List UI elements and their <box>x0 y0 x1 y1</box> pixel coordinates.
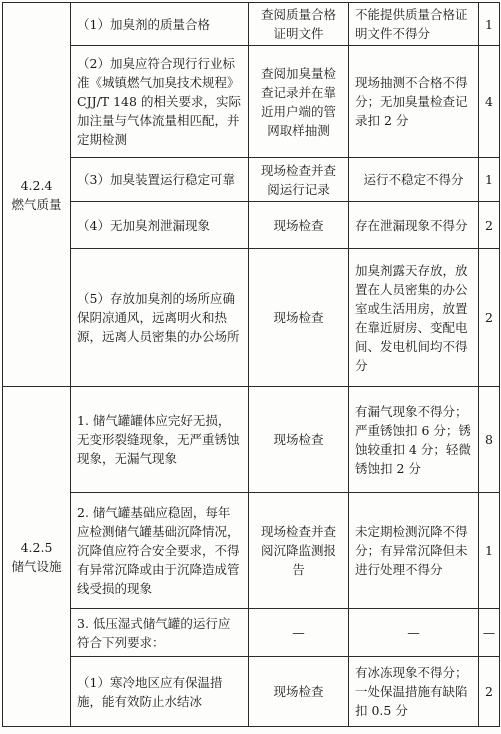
score-cell: 8 <box>479 387 500 493</box>
table-row <box>3 158 500 202</box>
criteria-cell: 有漏气现象不得分；严重锈蚀扣 6 分；锈蚀较重扣 4 分；轻微锈蚀扣 2 分 <box>349 387 479 493</box>
method-cell: 现场检查 <box>249 249 349 387</box>
requirement-cell: 3. 低压湿式储气罐的运行应符合下列要求： <box>71 609 249 657</box>
section-category-cell <box>3 387 71 727</box>
criteria-cell: 运行不稳定不得分 <box>349 158 479 202</box>
method-cell: 查阅质量合格证明文件 <box>249 3 349 46</box>
table-row <box>3 3 500 46</box>
method-cell: 现场检查 <box>249 657 349 727</box>
score-cell: 1 <box>479 3 500 46</box>
table-row <box>3 249 500 387</box>
score-cell: 4 <box>479 46 500 158</box>
table-row <box>3 609 500 657</box>
score-cell: 1 <box>479 493 500 609</box>
criteria-cell: 加臭剂露天存放，放置在人员密集的办公室或生活用房，放置在靠近厨房、变配电间、发电机间均不得分 <box>349 249 479 387</box>
requirement-cell: （1）寒冷地区应有保温措施，能有效防止水结冰 <box>71 657 249 727</box>
criteria-cell: 存在泄漏现象不得分 <box>349 202 479 249</box>
score-cell: — <box>479 609 500 657</box>
score-cell: 2 <box>479 657 500 727</box>
requirement-cell: （2）加臭应符合现行行业标准《城镇燃气加臭技术规程》CJJ/T 148 的相关要求，实际加注量与气体流量相匹配，并定期检测 <box>71 46 249 158</box>
section-name: 燃气质量 <box>11 196 62 212</box>
requirement-cell: 2. 储气罐基础应稳固，每年应检测储气罐基础沉降情况，沉降值应符合安全要求，不得有异常沉降或由于沉降造成管线受损的现象 <box>71 493 249 609</box>
requirement-cell: 1. 储气罐罐体应完好无损，无变形裂缝现象，无严重锈蚀现象，无漏气现象 <box>71 387 249 493</box>
method-cell: 现场检查 <box>249 202 349 249</box>
table-row <box>3 657 500 727</box>
criteria-cell: 现场抽测不合格不得分；无加臭量检查记录扣 2 分 <box>349 46 479 158</box>
method-cell: — <box>249 609 349 657</box>
criteria-cell: 未定期检测沉降不得分；有异常沉降但未进行处理不得分 <box>349 493 479 609</box>
method-cell: 现场检查并查阅运行记录 <box>249 158 349 202</box>
evaluation-table <box>2 2 500 727</box>
score-cell: 2 <box>479 249 500 387</box>
method-cell: 查阅加臭量检查记录并在靠近用户端的管网取样抽测 <box>249 46 349 158</box>
criteria-cell: — <box>349 609 479 657</box>
section-category-cell <box>3 3 71 387</box>
section-code: 4.2.5 <box>20 539 53 555</box>
method-cell: 现场检查 <box>249 387 349 493</box>
table-row <box>3 46 500 158</box>
criteria-cell: 有冰冻现象不得分；一处保温措施有缺陷扣 0.5 分 <box>349 657 479 727</box>
requirement-cell: （4）无加臭剂泄漏现象 <box>71 202 249 249</box>
table-row <box>3 387 500 493</box>
method-cell: 现场检查并查阅沉降监测报告 <box>249 493 349 609</box>
table-row <box>3 493 500 609</box>
table-row <box>3 202 500 249</box>
requirement-cell: （5）存放加臭剂的场所应确保阴凉通风，远离明火和热源，远离人员密集的办公场所 <box>71 249 249 387</box>
criteria-cell: 不能提供质量合格证明文件不得分 <box>349 3 479 46</box>
section-code: 4.2.4 <box>20 177 53 193</box>
score-cell: 1 <box>479 158 500 202</box>
requirement-cell: （3）加臭装置运行稳定可靠 <box>71 158 249 202</box>
score-cell: 2 <box>479 202 500 249</box>
requirement-cell: （1）加臭剂的质量合格 <box>71 3 249 46</box>
section-name: 储气设施 <box>11 558 62 574</box>
